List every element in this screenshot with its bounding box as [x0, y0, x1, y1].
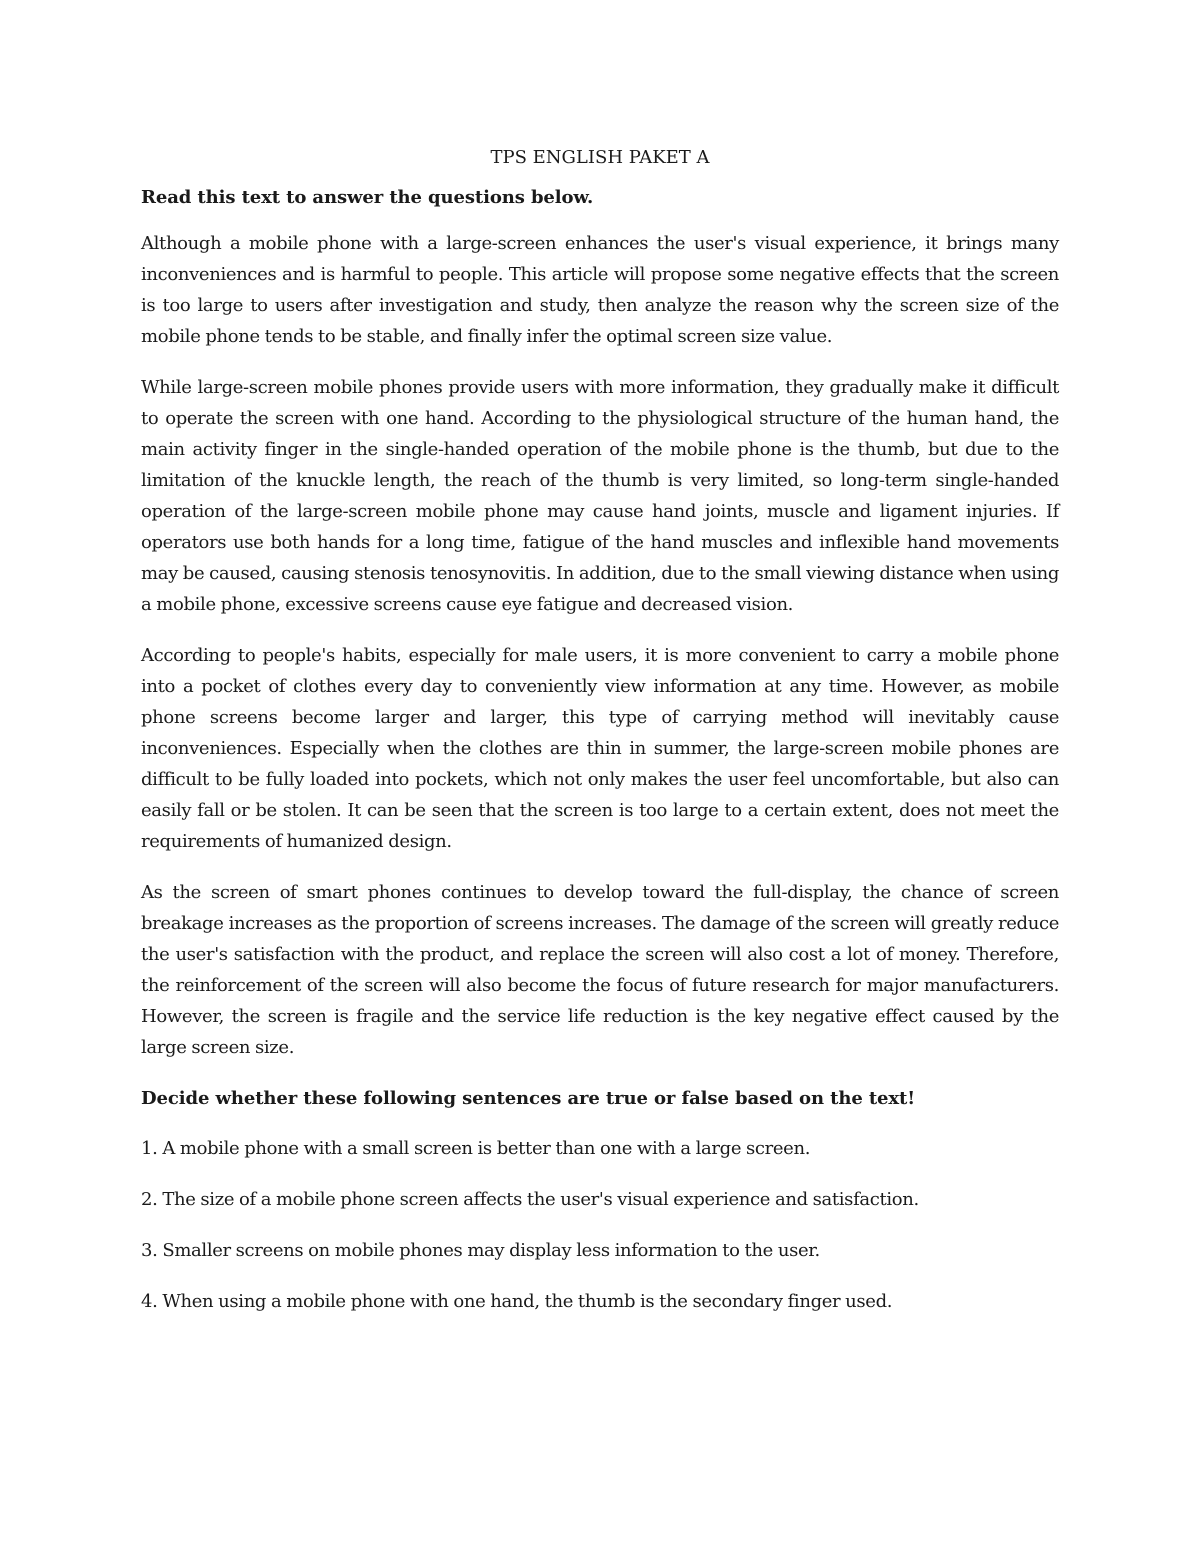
paragraph-1: Although a mobile phone with a large-screen enhances the user's visual experience, it brings many inconveniences and is harmful to people. This article will propose some negative effects that the screen is too large to users after investigation and study, then analyze the reason why the screen size of the mobile phone tends to be stable, and finally infer the optimal screen size value.: [141, 233, 1059, 347]
question-instruction: Decide whether these following sentences are true or false based on the text!: [141, 1088, 916, 1109]
paragraph-2: While large-screen mobile phones provide users with more information, they gradually make it difficult to operate the screen with one hand. According to the physiological structure of the human hand, the main activity finger in the single-handed operation of the mobile phone is the thumb, but due to the limitation of the knuckle length, the reach of the thumb is very limited, so long-term single-handed operation of the large-screen mobile phone may cause hand joints, muscle and ligament injuries. If operators use both hands for a long time, fatigue of the hand muscles and inflexible hand movements may be caused, causing stenosis tenosynovitis. In addition, due to the small viewing distance when using a mobile phone, excessive screens cause eye fatigue and decreased vision.: [141, 377, 1059, 615]
reading-instruction: Read this text to answer the questions below.: [141, 187, 594, 208]
question-4: 4. When using a mobile phone with one hand, the thumb is the secondary finger used.: [141, 1291, 893, 1312]
question-3: 3. Smaller screens on mobile phones may display less information to the user.: [141, 1240, 820, 1261]
document-title: TPS ENGLISH PAKET A: [490, 147, 710, 168]
document-page: [141, 142, 1059, 1337]
paragraph-3: According to people's habits, especially for male users, it is more convenient to carry a mobile phone into a pocket of clothes every day to conveniently view information at any time. However, as mobile phone screens become larger and larger, this type of carrying method will inevitably cause inconveniences. Especially when the clothes are thin in summer, the large-screen mobile phones are difficult to be fully loaded into pockets, which not only makes the user feel uncomfortable, but also can easily fall or be stolen. It can be seen that the screen is too large to a certain extent, does not meet the requirements of humanized design.: [141, 645, 1059, 852]
question-2: 2. The size of a mobile phone screen affects the user's visual experience and satisfaction.: [141, 1189, 919, 1210]
paragraph-4: As the screen of smart phones continues to develop toward the full-display, the chance of screen breakage increases as the proportion of screens increases. The damage of the screen will greatly reduce the user's satisfaction with the product, and replace the screen will also cost a lot of money. Therefore, the reinforcement of the screen will also become the focus of future research for major manufacturers. However, the screen is fragile and the service life reduction is the key negative effect caused by the large screen size.: [141, 882, 1059, 1058]
question-1: 1. A mobile phone with a small screen is better than one with a large screen.: [141, 1138, 811, 1159]
